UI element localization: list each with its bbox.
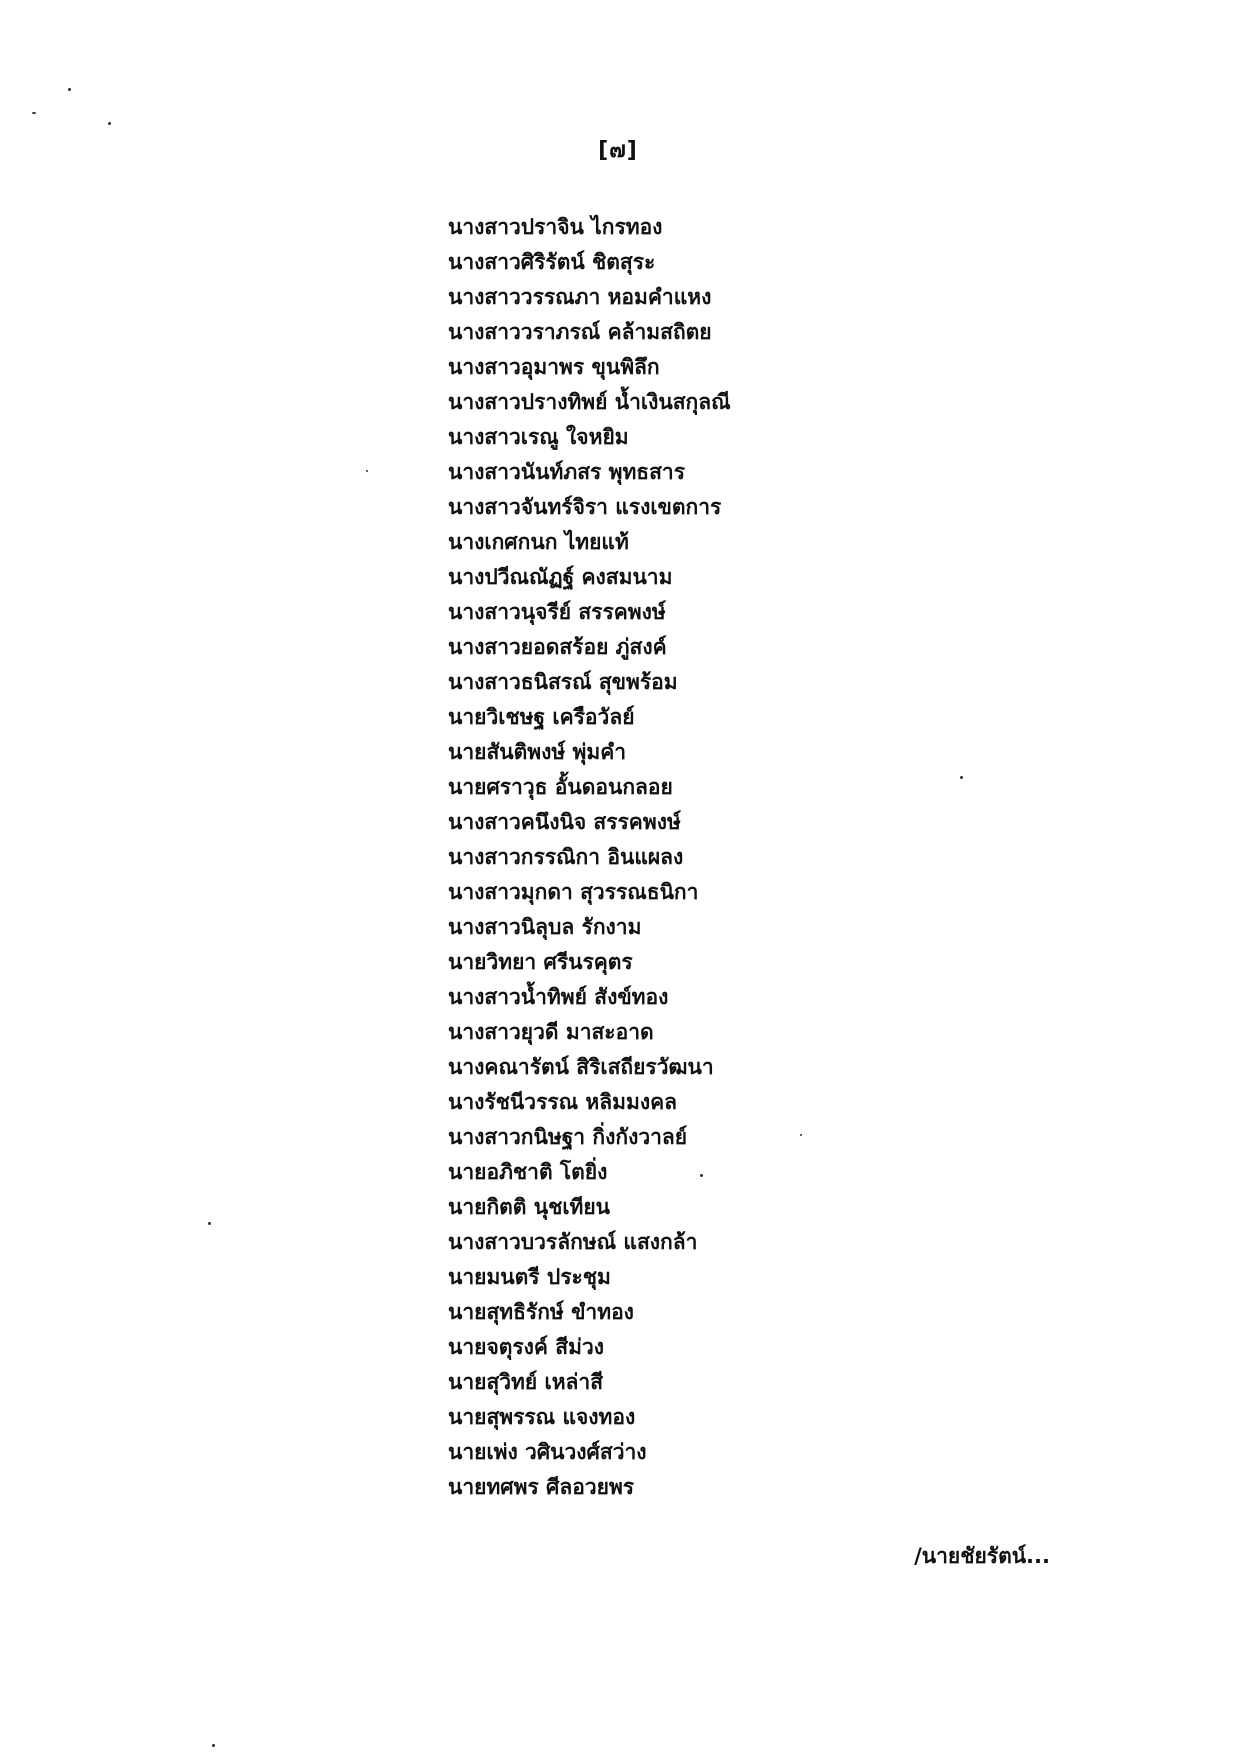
scan-speck [68, 88, 71, 91]
name-entry: นางสาวน้ำทิพย์ สังข์ทอง [448, 985, 669, 1009]
name-entry: นางคณารัตน์ สิริเสถียรวัฒนา [448, 1055, 714, 1079]
name-entry: นายอภิชาติ โตยิ่ง [448, 1160, 608, 1184]
name-entry: นางสาวเรณู ใจหยิม [448, 425, 629, 449]
name-entry: นางรัชนีวรรณ หลิมมงคล [448, 1090, 678, 1114]
scan-speck [208, 1222, 211, 1225]
name-entry: นางสาวจันทร์จิรา แรงเขตการ [448, 495, 722, 519]
name-entry: นางสาวยอดสร้อย ภู่สงค์ [448, 635, 667, 659]
name-entry: นางสาวนุจรีย์ สรรคพงษ์ [448, 600, 666, 624]
name-entry: นางสาวปราจิน ไกรทอง [448, 215, 663, 239]
name-entry: นางเกศกนก ไทยแท้ [448, 530, 629, 554]
page-number: [๗] [598, 138, 638, 163]
name-entry: นางสาวธนิสรณ์ สุขพร้อม [448, 670, 678, 694]
name-entry: นางสาวศิริรัตน์ ชิตสุระ [448, 250, 656, 274]
name-entry: นางปวีณณัฏฐ์ คงสมนาม [448, 565, 673, 589]
name-entry: นายสุพรรณ แจงทอง [448, 1405, 636, 1429]
name-entry: นางสาวคนึงนิจ สรรคพงษ์ [448, 810, 681, 834]
name-entry: นางสาวมุกดา สุวรรณธนิกา [448, 880, 699, 904]
name-entry: นายสุทธิรักษ์ ขำทอง [448, 1300, 634, 1324]
name-entry: นางสาวนันท์ภสร พุทธสาร [448, 460, 685, 484]
scan-speck [108, 122, 111, 125]
name-entry: นางสาวอุมาพร ขุนพิลึก [448, 355, 660, 379]
name-entry: นายทศพร ศีลอวยพร [448, 1475, 635, 1499]
continuation-note: /นายชัยรัตน์... [914, 1544, 1050, 1568]
scan-speck [32, 112, 36, 114]
name-entry: นายศราวุธ อั้นดอนกลอย [448, 775, 673, 799]
name-entry: นางสาวนิลุบล รักงาม [448, 915, 642, 939]
name-entry: นายกิตติ นุชเทียน [448, 1195, 611, 1219]
name-entry: นายสันติพงษ์ พุ่มคำ [448, 740, 627, 764]
name-entry: นางสาวกนิษฐา กิ่งกังวาลย์ [448, 1125, 688, 1149]
name-entry: นายเพ่ง วศินวงศ์สว่าง [448, 1440, 647, 1464]
name-entry: นายวิทยา ศรีนรคุตร [448, 950, 633, 974]
name-entry: นายวิเชษฐ เครือวัลย์ [448, 705, 635, 729]
scan-speck [800, 1134, 802, 1136]
name-entry: นายมนตรี ประชุม [448, 1265, 611, 1289]
scan-speck [366, 470, 368, 472]
name-entry: นางสาววรรณภา หอมคำแหง [448, 285, 712, 309]
name-list [448, 210, 731, 1505]
name-entry: นางสาวปรางทิพย์ น้ำเงินสกุลณี [448, 390, 731, 414]
name-entry: นางสาวบวรลักษณ์ แสงกล้า [448, 1230, 698, 1254]
name-entry: นางสาววราภรณ์ คล้ามสถิตย [448, 320, 712, 344]
scan-speck [960, 776, 963, 779]
name-entry: นายสุวิทย์ เหล่าสี [448, 1370, 604, 1394]
scan-speck [212, 1744, 215, 1747]
name-entry: นางสาวกรรณิกา อินแผลง [448, 845, 684, 869]
scan-speck [700, 1174, 703, 1177]
name-entry: นางสาวยุวดี มาสะอาด [448, 1020, 654, 1044]
name-entry: นายจตุรงค์ สีม่วง [448, 1335, 604, 1359]
